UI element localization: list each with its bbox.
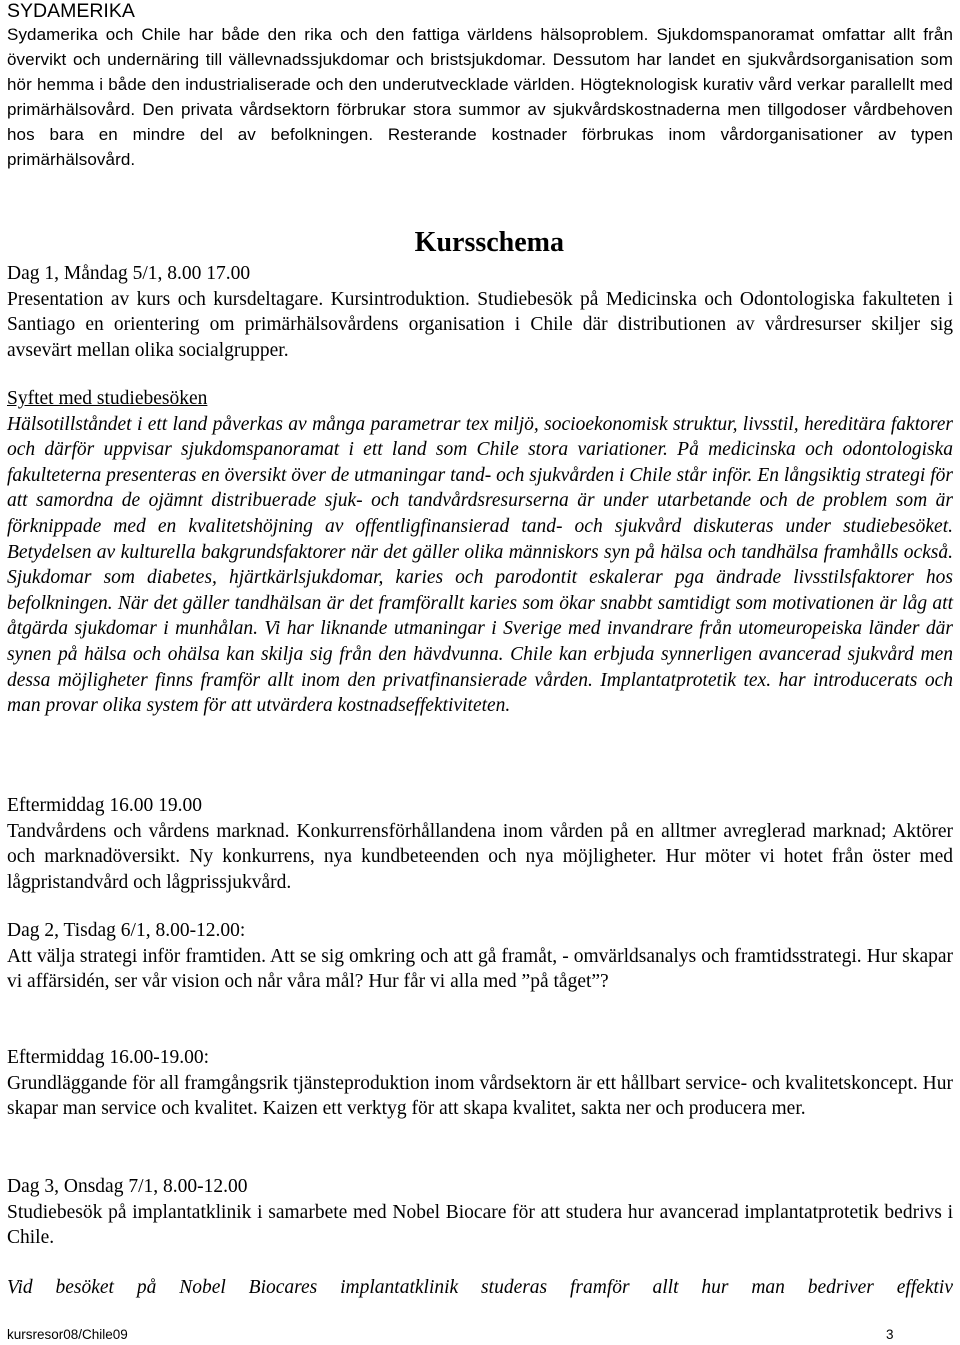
schedule-title: Kursschema (414, 227, 564, 258)
day2-afternoon-text: Grundläggande för all framgångsrik tjänsteproduktion inom vårdsektorn är ett hållbart service- och kvalitetskoncept. Hur skapar man service och kvalitet. Kaizen ett verktyg för att skapa kvalitet, sakta ner och producera mer. (7, 1072, 953, 1120)
day2-heading: Dag 2, Tisdag 6/1, 8.00-12.00: (7, 920, 246, 941)
day2-afternoon-section (7, 1045, 953, 1122)
day2-section (7, 918, 953, 995)
day1-afternoon-text: Tandvårdens och vårdens marknad. Konkurrensförhållandena inom vården på en alltmer avreglerad marknad; Aktörer och marknadöversikt. Ny konkurrens, nya kundbeteenden och nya möjligheter. Hur möter vi hotet från öster med lågpristandvård och lågprissjukvård. (7, 820, 953, 893)
footer-document-id: kursresor08/Chile09 (7, 1327, 128, 1342)
section-heading: SYDAMERIKA (7, 0, 135, 22)
intro-paragraph: Sydamerika och Chile har både den rika och den fattiga världens hälsoproblem. Sjukdomspanoramat omfattar allt från övervikt och undernäring till vällevnadssjukdomar och bristsjukdomar. Dessutom har landet en sjukvårdsorganisation som hör hemma i både den industrialiserade och den underutvecklade världen. Högteknologisk kurativ vård verkar parallellt med primärhälsovård. Den privata vårdsektorn förbrukar stora summor av sjukvårdskostnaderna men tillgodoser vårdbehoven hos bara en mindre del av befolkningen. Resterande kostnader förbrukas inom vårdorganisationer av typen primärhälsovård. (7, 25, 953, 169)
day1-afternoon-heading: Eftermiddag 16.00 19.00 (7, 795, 202, 816)
purpose-section (7, 386, 953, 719)
day1-section (7, 261, 953, 363)
purpose-heading: Syftet med studiebesöken (7, 388, 208, 409)
day3-italic-text: Vid besöket på Nobel Biocares implantatklinik studeras framför allt hur man bedriver effektiv (7, 1277, 953, 1298)
day2-text: Att välja strategi inför framtiden. Att se sig omkring och att gå framåt, - omvärldsanalys och framtidsstrategi. Hur skapar vi affärsidén, ser vår vision och når våra mål? Hur får vi alla med ”på tåget”? (7, 945, 953, 993)
page-footer (7, 1327, 953, 1343)
intro-section (7, 0, 953, 172)
day1-text: Presentation av kurs och kursdeltagare. Kursintroduktion. Studiebesök på Medicinska och Odontologiska fakulteten i Santiago en orientering om primärhälsovårdens organisation i Chile där distributionen av vårdresurser skiljer sig avsevärt mellan olika socialgrupper. (7, 288, 953, 361)
purpose-text: Hälsotillståndet i ett land påverkas av många parametrar tex miljö, socioekonomisk struktur, livsstil, hereditära faktorer och därför uppvisar sjukdomspanoramat i ett land som Chile stora variationer. På medicinska och odontologiska fakulteterna presenteras en översikt över de utmaningar tand- och sjukvården i Chile står inför. En långsiktig strategi för att samordna de ojämnt distribuerade sjuk- och tandvårdsresurserna är under utarbetande och de problem som är förknippade med en kvalitetshöjning av offentligfinansierad tand- och sjukvård diskuteras under studiebesöket. Betydelsen av kulturella bakgrundsfaktorer när det gäller olika människors syn på hälsa och tandhälsa framhålls också. Sjukdomar som diabetes, hjärtkärlsjukdomar, karies och parodontit eskalerar pga ändrade livsstilsfaktorer hos befolkningen. När det gäller tandhälsan är det framförallt karies som ökar snabbt samtidigt som motivationen är låg att åtgärda sjukdomar i munhålan. Vi har liknande utmaningar i Sverige med invandrare från utomeuropeiska länder där synen på hälsa och ohälsa kan skilja sig från den hävdvunna. Chile kan erbjuda synnerligen avancerad sjukvård men dessa möjligheter finns framför allt inom den privatfinansierade vården. Implantatprotetik tex. har introducerats och man provar olika system för att utvärdera kostnadseffektiviteten. (7, 413, 953, 717)
day1-heading: Dag 1, Måndag 5/1, 8.00 17.00 (7, 263, 251, 284)
page-number: 3 (886, 1327, 894, 1342)
day3-heading: Dag 3, Onsdag 7/1, 8.00-12.00 (7, 1176, 248, 1197)
day3-section (7, 1174, 953, 1251)
day3-text: Studiebesök på implantatklinik i samarbete med Nobel Biocare för att studera hur avancerad implantatprotetik bedrivs i Chile. (7, 1201, 953, 1249)
day2-afternoon-heading: Eftermiddag 16.00-19.00: (7, 1047, 209, 1068)
day1-afternoon-section (7, 793, 953, 895)
day3-italic-section (7, 1275, 953, 1301)
